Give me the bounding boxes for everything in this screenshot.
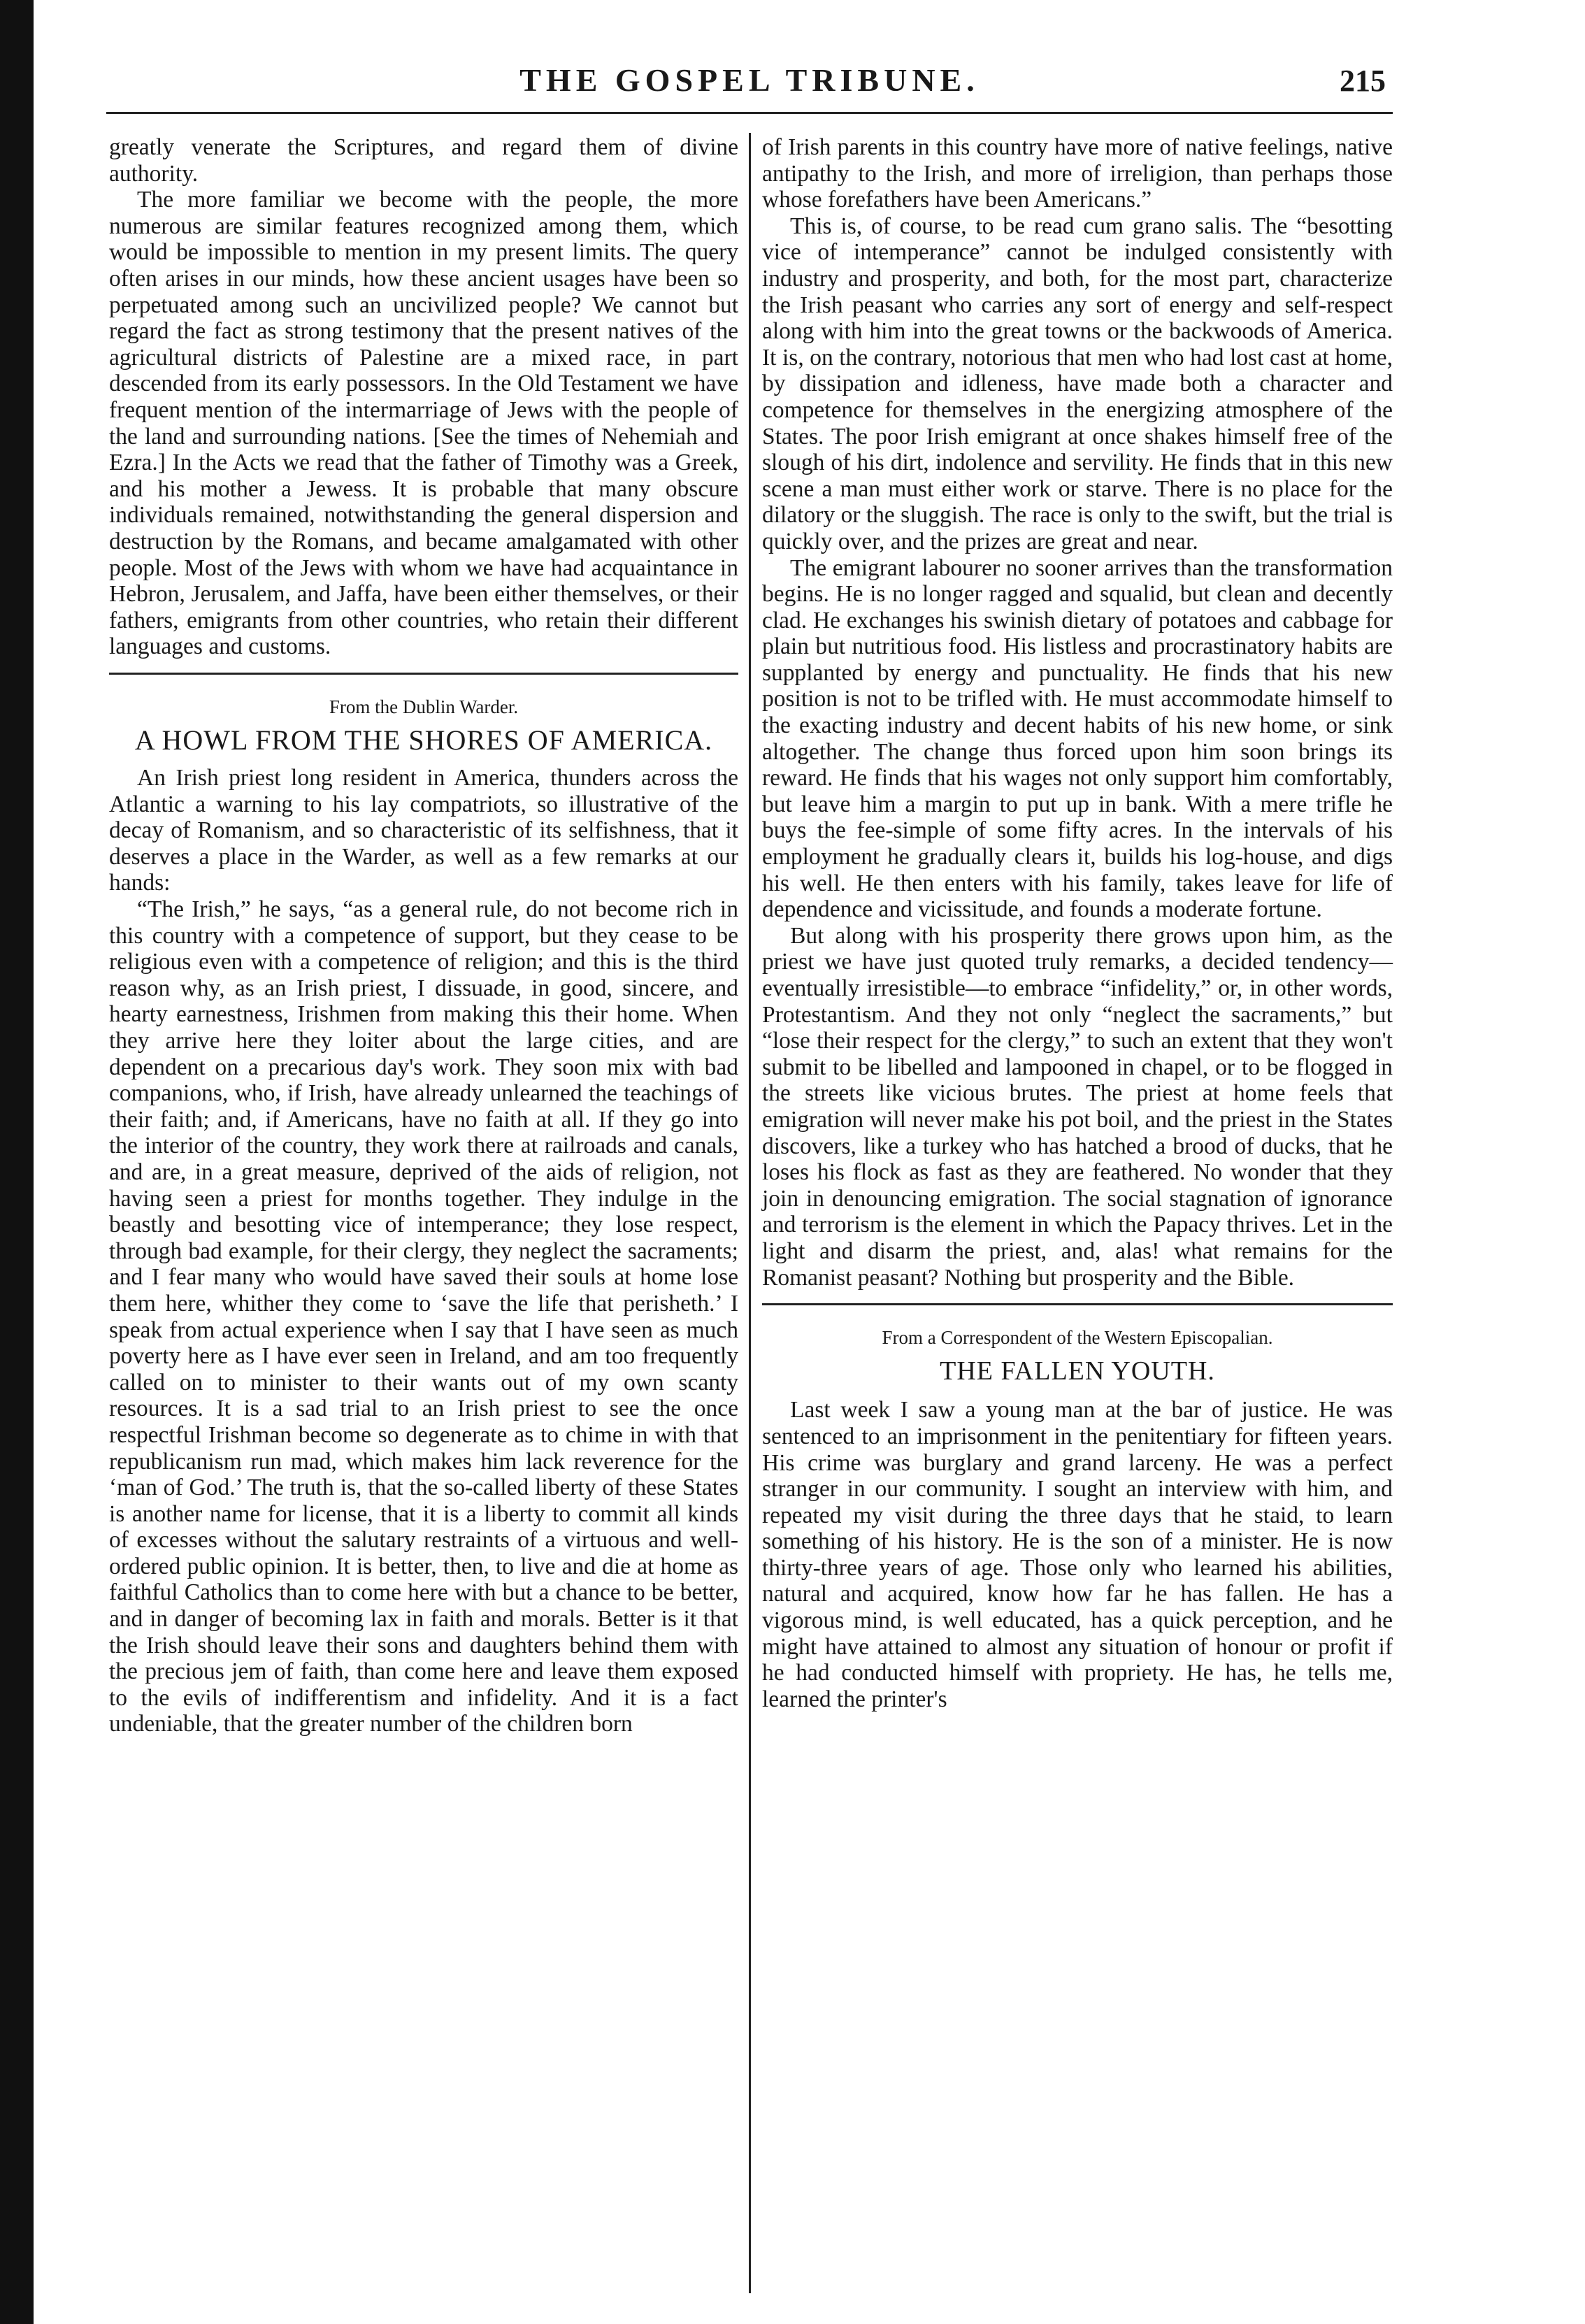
article-title: THE FALLEN YOUTH. [940, 1356, 1215, 1386]
paragraph: This is, of course, to be read cum grano salis. The “besotting vice of intemperance” cannot be indulged consistently with industry and prosperity, and both, for the most part, characterize the Irish peasant who carries any sort of energy and self-respect along with him into the great towns or the backwoods of America. It is, on the contrary, notorious that men who had lost cast at home, by dissipation and idleness, have made both a character and competence for themselves in the energizing atmosphere of the States. The poor Irish emigrant at once shakes himself free of the slough of his dirt, indolence and servility. He finds that in this new scene a man must either work or starve. There is no place for the dilatory or the sluggish. The race is only to the swift, but the trial is quickly over, and the prizes are great and near. [762, 213, 1393, 554]
column-divider [749, 133, 751, 2293]
right-column [762, 134, 1393, 1712]
paragraph: But along with his prosperity there grows upon him, as the priest we have just quoted truly remarks, a decided tendency—eventually irresistible—to embrace “infidelity,” or, in other words, Protestantism. And they not only “neglect the sacraments,” but “lose their respect for the clergy,” to such an extent that they won't submit to be libelled and lampooned in chapel, or to be flogged in the streets like vicious brutes. The priest at home feels that emigration will never make his pot boil, and the priest in the States discovers, like a turkey who has hatched a brood of ducks, that he loses his flock as fast as they are feathered. No wonder that they join in denouncing emigration. The social stagnation of ignorance and terrorism is the element in which the Papacy thrives. Let in the light and disarm the priest, and, alas! what remains for the Romanist peasant? Nothing but prosperity and the Bible. [762, 922, 1393, 1291]
running-title: THE GOSPEL TRIBUNE. [519, 62, 980, 98]
section-rule [109, 673, 738, 675]
paragraph: greatly venerate the Scriptures, and regard them of divine authority. [109, 134, 738, 187]
paragraph: An Irish priest long resident in America, thunders across the Atlantic a warning to his lay compatriots, so illustrative of the decay of Romanism, and so characteristic of its selfishness, that it deserves a place in the Warder, as well as a few remarks at our hands: [109, 765, 738, 896]
paragraph: The more familiar we become with the people, the more numerous are similar features recognized among them, which would be impossible to mention in my present limits. The query often arises in our minds, how these ancient usages have been so perpetuated among such an uncivilized people? We cannot but regard the fact as strong testimony that the present natives of the agricultural districts of Palestine are a mixed race, in part descended from its early possessors. In the Old Testament we have frequent mention of the intermarriage of Jews with the people of the land and surrounding nations. [See the times of Nehemiah and Ezra.] In the Acts we read that the father of Timothy was a Greek, and his mother a Jewess. It is probable that many obscure individuals remained, notwithstanding the general dispersion and destruction by the Romans, and became amalgamated with other people. Most of the Jews with whom we have had acquaintance in Hebron, Jerusalem, and Jaffa, have been either themselves, or their fathers, emigrants from other countries, who retain their different languages and customs. [109, 187, 738, 660]
article-source: From the Dublin Warder. [329, 696, 519, 717]
page-binding-edge [0, 0, 34, 2324]
left-column [109, 134, 738, 1737]
paragraph: Last week I saw a young man at the bar of justice. He was sentenced to an imprisonment in the penitentiary for fifteen years. His crime was burglary and grand larceny. He was a perfect stranger in our community. I sought an interview with him, and repeated my visit during the three days that he staid, to learn something of his history. He is the son of a minister. He is now thirty-three years of age. Those only who learned his abilities, natural and acquired, know how far he has fallen. He has a vigorous mind, is well educated, has a quick perception, and he might have attained to almost any situation of honour or profit if he had conducted himself with propriety. He has, he tells me, learned the printer's [762, 1397, 1393, 1712]
page-header [106, 62, 1393, 106]
section-rule [762, 1303, 1393, 1305]
header-rule [106, 112, 1393, 114]
paragraph: of Irish parents in this country have more of native feelings, native antipathy to the Irish, and more of irreligion, than perhaps those whose forefathers have been Americans.” [762, 134, 1393, 213]
paragraph: “The Irish,” he says, “as a general rule, do not become rich in this country with a competence of support, but they cease to be religious even with a competence of religion; and this is the third reason why, as an Irish priest, I dissuade, in good, sincere, and hearty earnestness, Irishmen from making this their home. When they arrive here they loiter about the large cities, and are dependent on a precarious day's work. They soon mix with bad companions, who, if Irish, have already unlearned the teachings of their faith; and, if Americans, have no faith at all. If they go into the interior of the country, they work there at railroads and canals, and are, in a great measure, deprived of the aids of religion, not having seen a priest for months together. They indulge in the beastly and besotting vice of intemperance; they lose respect, through bad example, for their clergy, they neglect the sacraments; and I fear many who would have saved their souls at home lose them here, whither they come to ‘save the life that perisheth.’ I speak from actual experience when I say that I have seen as much poverty here as I have ever seen in Ireland, and am too frequently called on to minister to their wants out of my own scanty resources. It is a sad trial to an Irish priest to see the once respectful Irishman become so degenerate as to chime in with that republicanism run mad, which makes him lack reverence for the ‘man of God.’ The truth is, that the so-called liberty of these States is another name for license, that it is a liberty to commit all kinds of excesses without the salutary restraints of a virtuous and well-ordered public opinion. It is better, then, to live and die at home as faithful Catholics than to come here with but a chance to be better, and in danger of becoming lax in faith and morals. Better is it that the Irish should leave their sons and daughters behind them with the precious jem of faith, than come here and leave them exposed to the evils of indifferentism and infidelity. And it is a fact undeniable, that the greater number of the children born [109, 896, 738, 1737]
article-source: From a Correspondent of the Western Episcopalian. [882, 1327, 1273, 1349]
page-number: 215 [1340, 64, 1386, 98]
paragraph: The emigrant labourer no sooner arrives than the transformation begins. He is no longer ragged and squalid, but clean and decently clad. He exchanges his swinish dietary of potatoes and cabbage for plain but nutritious food. His listless and procrastinatory habits are supplanted by energy and punctuality. He finds that his new position is not to be trifled with. He must accommodate himself to the exacting industry and decent habits of his new home, or sink altogether. The change thus forced upon him soon brings its reward. He finds that his wages not only support him comfortably, but leave him a margin to put up in bank. With a mere trifle he buys the fee-simple of some fifty acres. In the intervals of his employment he gradually clears it, builds his log-house, and digs his well. He then enters with his family, takes leave for life of dependence and vicissitude, and founds a moderate fortune. [762, 554, 1393, 923]
article-title: A HOWL FROM THE SHORES OF AMERICA. [134, 724, 713, 756]
